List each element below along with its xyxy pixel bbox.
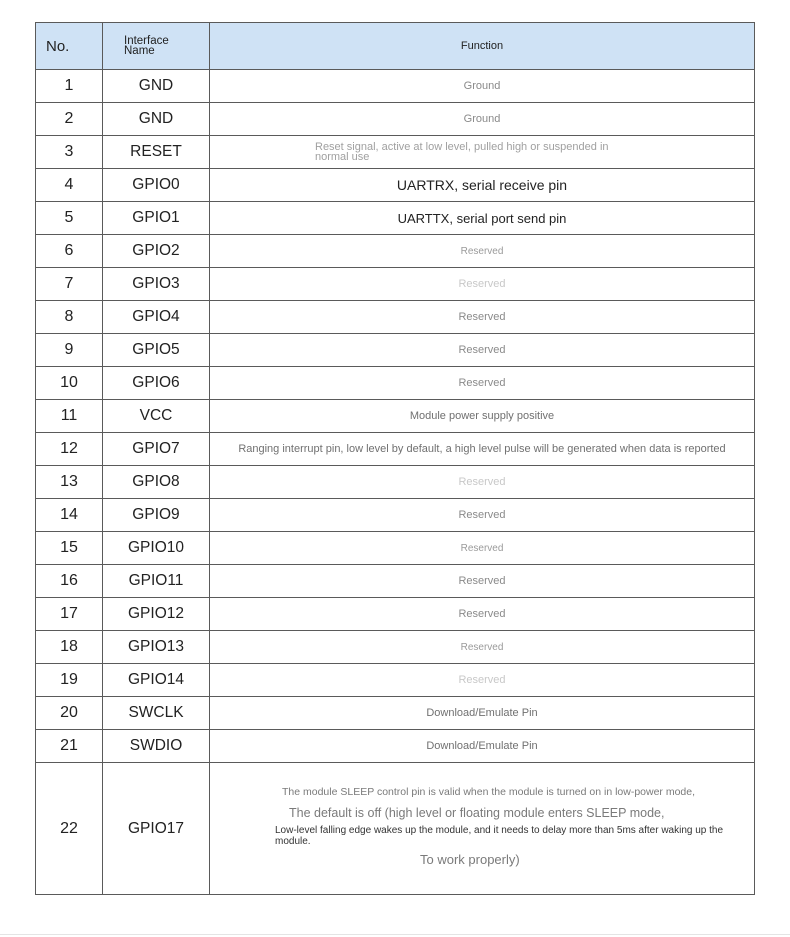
cell-no: 12 <box>36 433 103 466</box>
cell-name: GPIO13 <box>103 631 210 664</box>
cell-function: Download/Emulate Pin <box>210 697 755 730</box>
table-header <box>36 23 755 70</box>
header-interface-name <box>103 23 210 70</box>
table-row <box>36 268 755 301</box>
cell-name: GPIO5 <box>103 334 210 367</box>
cell-function <box>210 763 755 895</box>
table-row <box>36 202 755 235</box>
cell-function: Reserved <box>210 631 755 664</box>
cell-name: GPIO14 <box>103 664 210 697</box>
cell-no: 20 <box>36 697 103 730</box>
table-body <box>36 70 755 895</box>
cell-no: 6 <box>36 235 103 268</box>
cell-no: 5 <box>36 202 103 235</box>
cell-function: Reserved <box>210 334 755 367</box>
cell-name: GPIO10 <box>103 532 210 565</box>
cell-no: 7 <box>36 268 103 301</box>
cell-name: GND <box>103 103 210 136</box>
table-row <box>36 499 755 532</box>
header-name-line1: Interface <box>124 35 169 47</box>
table-row <box>36 631 755 664</box>
table-row <box>36 334 755 367</box>
cell-no: 11 <box>36 400 103 433</box>
pin-definition-table <box>35 22 755 895</box>
table-row <box>36 565 755 598</box>
cell-function: Reserved <box>210 532 755 565</box>
cell-no: 21 <box>36 730 103 763</box>
cell-function: Download/Emulate Pin <box>210 730 755 763</box>
sleep-line-1: The module SLEEP control pin is valid when the module is turned on in low-power mode, <box>282 786 696 798</box>
table-row <box>36 400 755 433</box>
table-row <box>36 664 755 697</box>
cell-no: 18 <box>36 631 103 664</box>
table-row <box>36 598 755 631</box>
cell-name: GPIO7 <box>103 433 210 466</box>
cell-no: 16 <box>36 565 103 598</box>
cell-name: VCC <box>103 400 210 433</box>
reset-function-text: Reset signal, active at low level, pulled high or suspended in normal use <box>315 141 609 163</box>
sleep-line-3: Low-level falling edge wakes up the module, and it needs to delay more than 5ms after waking up the module. <box>275 825 724 847</box>
cell-function: Reserved <box>210 466 755 499</box>
cell-name: GPIO0 <box>103 169 210 202</box>
cell-name: GPIO4 <box>103 301 210 334</box>
cell-name: GPIO8 <box>103 466 210 499</box>
sleep-function-text <box>210 763 754 894</box>
cell-function: Reserved <box>210 499 755 532</box>
header-name-line2: Name <box>124 45 155 57</box>
table-row <box>36 466 755 499</box>
cell-name: GPIO6 <box>103 367 210 400</box>
cell-function: UARTTX, serial port send pin <box>210 202 755 235</box>
cell-name: GPIO1 <box>103 202 210 235</box>
cell-name: GPIO11 <box>103 565 210 598</box>
header-no: No. <box>36 23 103 70</box>
sleep-line-4: To work properly) <box>420 852 520 867</box>
cell-no: 9 <box>36 334 103 367</box>
table-row <box>36 103 755 136</box>
cell-function: Module power supply positive <box>210 400 755 433</box>
cell-function: Ground <box>210 70 755 103</box>
cell-name: SWDIO <box>103 730 210 763</box>
cell-function: Reserved <box>210 664 755 697</box>
cell-no: 13 <box>36 466 103 499</box>
table-row <box>36 532 755 565</box>
cell-no: 14 <box>36 499 103 532</box>
table-row <box>36 235 755 268</box>
cell-function: Ground <box>210 103 755 136</box>
cell-function: UARTRX, serial receive pin <box>210 169 755 202</box>
cell-no: 3 <box>36 136 103 169</box>
cell-name: GPIO17 <box>103 763 210 895</box>
table-row <box>36 367 755 400</box>
page-divider <box>0 934 790 935</box>
table-row <box>36 169 755 202</box>
cell-name: SWCLK <box>103 697 210 730</box>
table-row <box>36 763 755 895</box>
cell-name: GND <box>103 70 210 103</box>
header-row <box>36 23 755 70</box>
table-row <box>36 730 755 763</box>
table-row <box>36 433 755 466</box>
cell-name: RESET <box>103 136 210 169</box>
cell-name: GPIO3 <box>103 268 210 301</box>
cell-no: 17 <box>36 598 103 631</box>
table-row <box>36 136 755 169</box>
cell-no: 4 <box>36 169 103 202</box>
sleep-line-2: The default is off (high level or floating module enters SLEEP mode, <box>289 806 665 820</box>
table-row <box>36 697 755 730</box>
cell-function: Ranging interrupt pin, low level by default, a high level pulse will be generated when data is reported <box>210 433 755 466</box>
cell-no: 22 <box>36 763 103 895</box>
cell-function: Reserved <box>210 301 755 334</box>
cell-function: Reserved <box>210 235 755 268</box>
cell-name: GPIO12 <box>103 598 210 631</box>
cell-no: 19 <box>36 664 103 697</box>
cell-no: 10 <box>36 367 103 400</box>
cell-function <box>210 136 755 169</box>
cell-function: Reserved <box>210 367 755 400</box>
cell-name: GPIO2 <box>103 235 210 268</box>
cell-function: Reserved <box>210 598 755 631</box>
cell-no: 15 <box>36 532 103 565</box>
cell-name: GPIO9 <box>103 499 210 532</box>
table-row <box>36 70 755 103</box>
cell-no: 1 <box>36 70 103 103</box>
cell-no: 8 <box>36 301 103 334</box>
table-row <box>36 301 755 334</box>
header-function: Function <box>210 23 755 70</box>
cell-no: 2 <box>36 103 103 136</box>
cell-function: Reserved <box>210 268 755 301</box>
cell-function: Reserved <box>210 565 755 598</box>
